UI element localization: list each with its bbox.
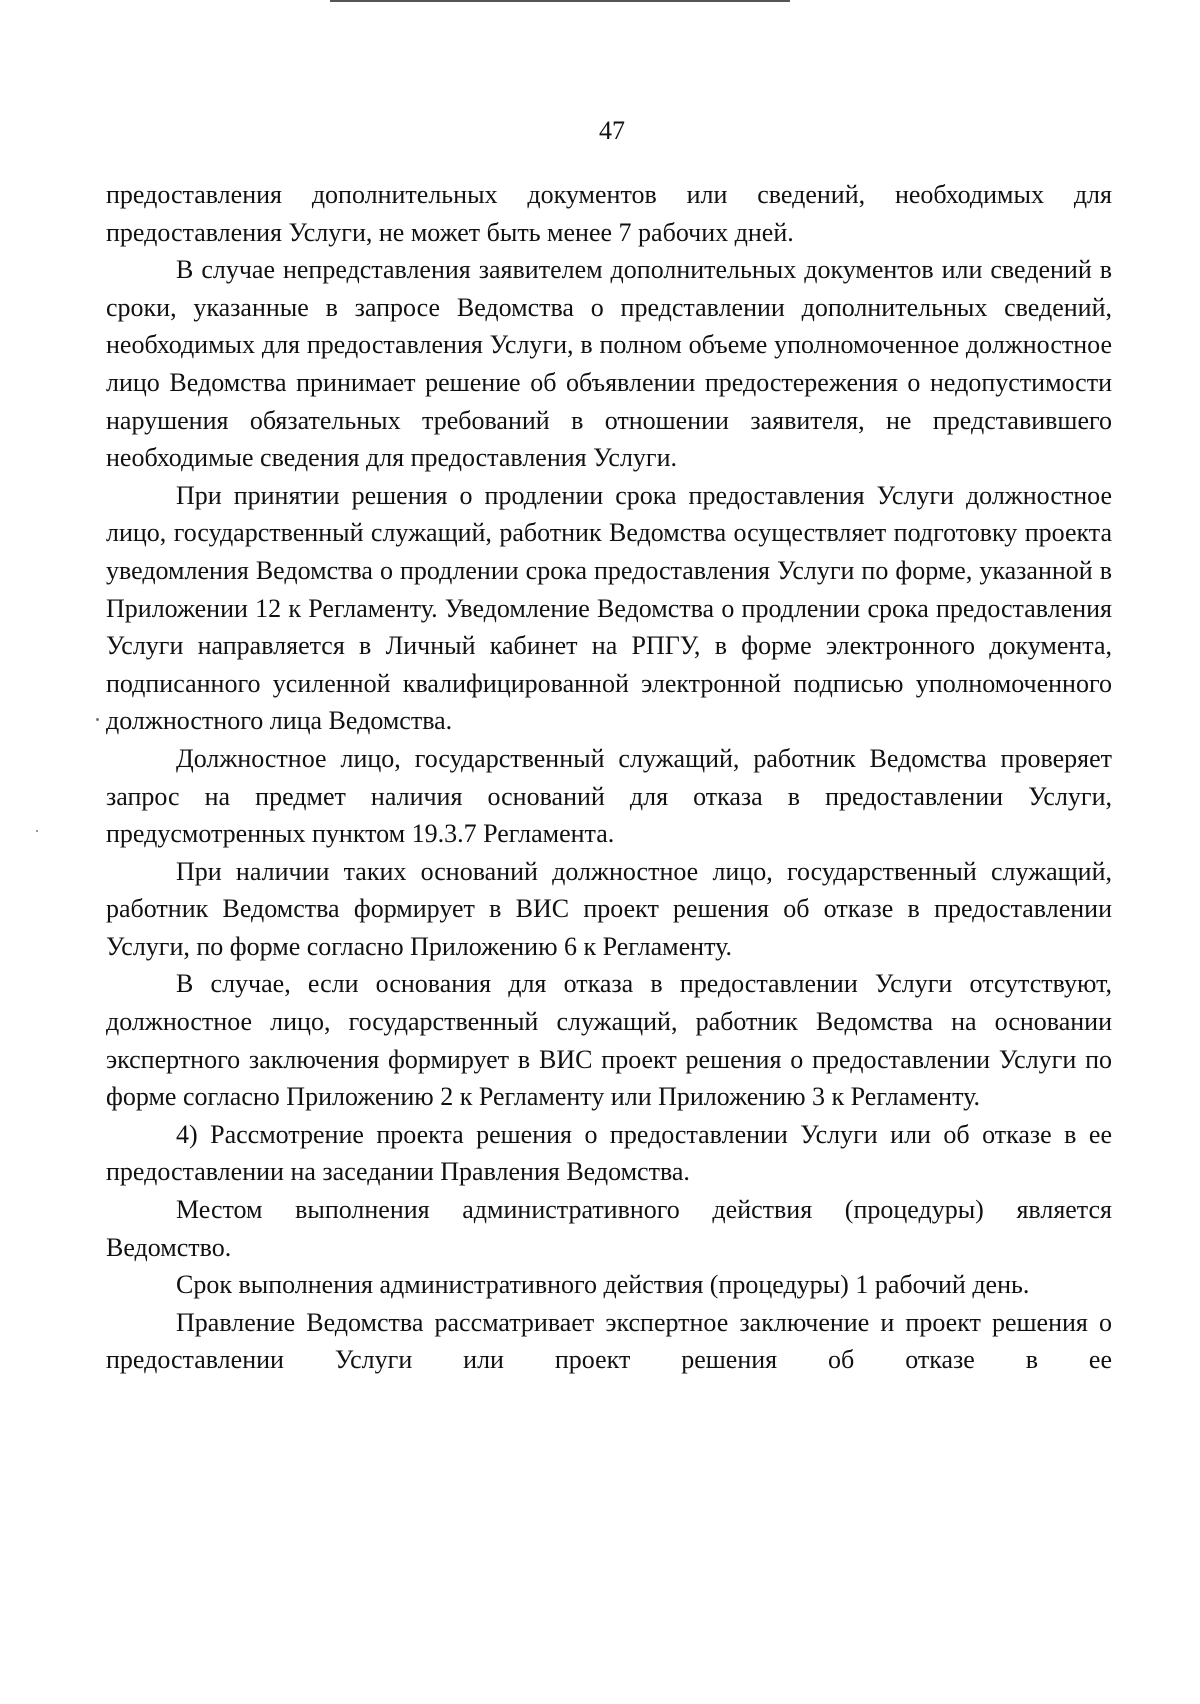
page-number: 47 — [599, 116, 625, 145]
paragraph: Местом выполнения административного действия (процедуры) является Ведомство. — [106, 1195, 1112, 1262]
paragraph: В случае непредставления заявителем дополнительных документов или сведений в сроки, указанные в запросе Ведомства о представлении дополнительных сведений, необходимых для предоставления Услуги, в полном объеме уполномоченное должностное лицо Ведомства принимает решение об объявлении предостережения о недопустимости нарушения обязательных требований в отношении заявителя, не представившего необходимые сведения для предоставления Услуги. — [106, 255, 1112, 473]
paragraph: 4) Рассмотрение проекта решения о предоставлении Услуги или об отказе в ее предоставлении на заседании Правления Ведомства. — [106, 1119, 1112, 1187]
scan-top-edge — [330, 0, 790, 2]
paragraph: При наличии таких оснований должностное лицо, государственный служащий, работник Ведомства формирует в ВИС проект решения об отказе в предоставлении Услуги, по форме согласно Приложению 6 к Регламенту. — [106, 856, 1112, 961]
scan-speck — [96, 718, 99, 721]
paragraph: В случае, если основания для отказа в предоставлении Услуги отсутствуют, должностное лицо, государственный служащий, работник Ведомства на основании экспертного заключения формирует в ВИС проект решения о предоставлении Услуги по форме согласно Приложению 2 к Регламенту или Приложению 3 к Регламенту. — [106, 969, 1112, 1112]
paragraph: Срок выполнения административного действия (процедуры) 1 рабочий день. — [176, 1270, 1030, 1300]
paragraph: Должностное лицо, государственный служащий, работник Ведомства проверяет запрос на предмет наличия оснований для отказа в предоставлении Услуги, предусмотренных пунктом 19.3.7 Регламента. — [106, 743, 1112, 849]
scan-speck — [36, 830, 38, 832]
paragraph: Правление Ведомства рассматривает экспертное заключение и проект решения о предоставлении Услуги или проект решения об отказе в ее — [106, 1307, 1112, 1375]
paragraph: При принятии решения о продлении срока предоставления Услуги должностное лицо, государственный служащий, работник Ведомства осуществляет подготовку проекта уведомления Ведомства о продлении срока предоставления Услуги по форме, указанной в Приложении 12 к Регламенту. Уведомление Ведомства о продлении срока предоставления Услуги направляется в Личный кабинет на РПГУ, в форме электронного документа, подписанного усиленной квалифицированной электронной подписью уполномоченного должностного лица Ведомства. — [106, 480, 1112, 736]
paragraph: предоставления дополнительных документов или сведений, необходимых для предоставления Услуги, не может быть менее 7 рабочих дней. — [106, 180, 1112, 247]
document-body — [106, 176, 1112, 1379]
